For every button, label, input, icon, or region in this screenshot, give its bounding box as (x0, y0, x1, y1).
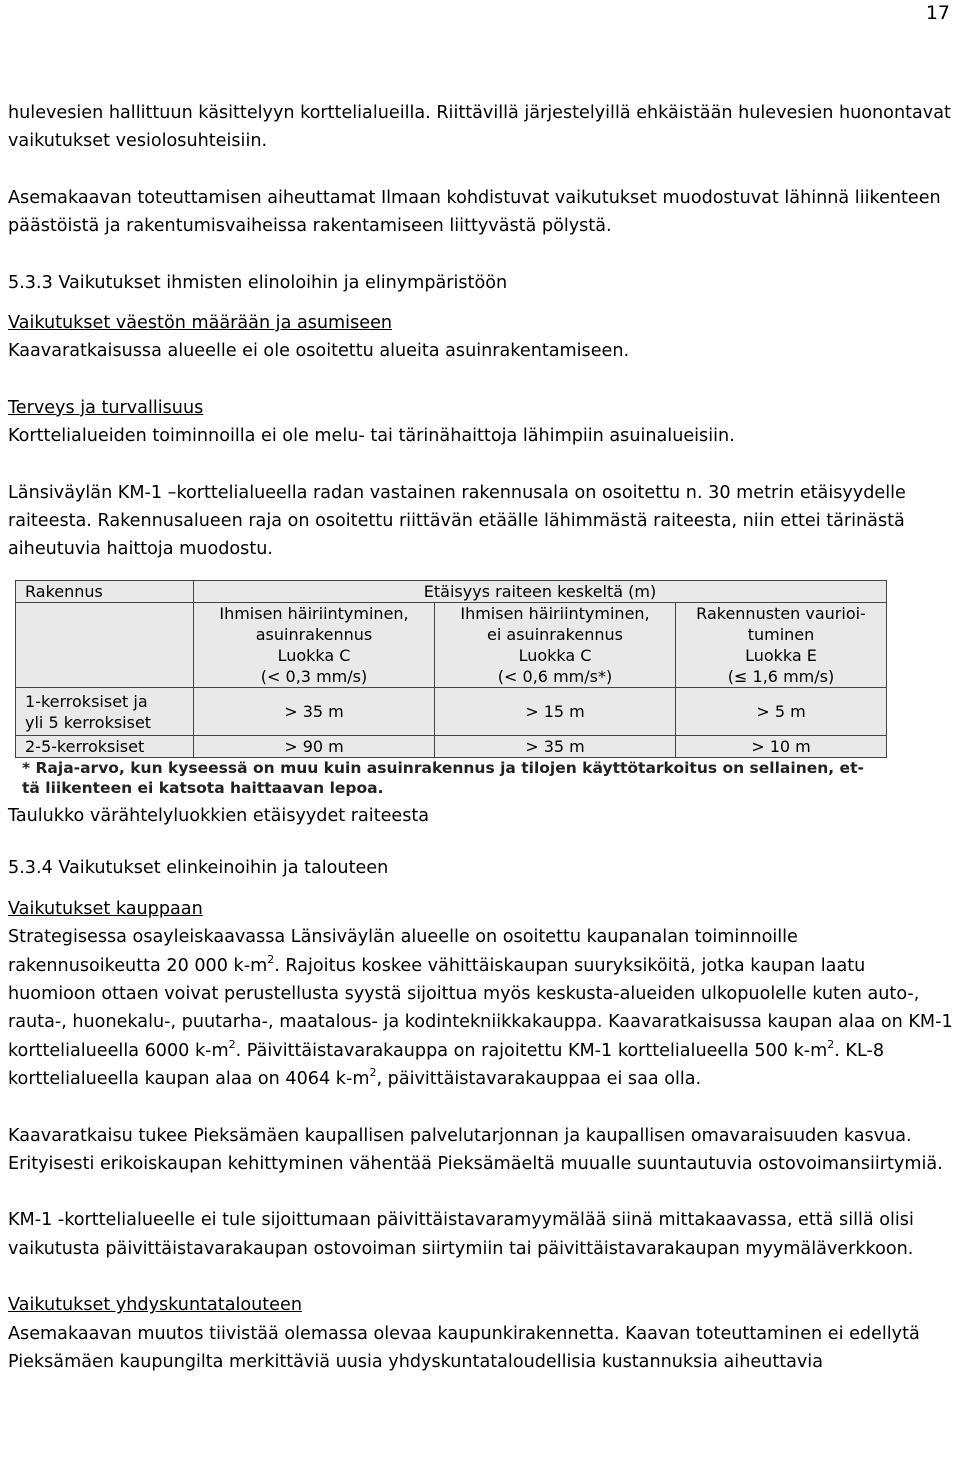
paragraph: Korttelialueiden toiminnoilla ei ole melu- tai tärinähaittoja lähimpiin asuinalueisiin. (8, 426, 735, 447)
table-group-header: Etäisyys raiteen keskeltä (m) (194, 580, 887, 602)
table-row-label: 1-kerroksiset ja yli 5 kerroksiset (16, 687, 194, 735)
table-cell: > 5 m (676, 687, 887, 735)
table-cell: > 15 m (435, 687, 676, 735)
table-caption: Taulukko värähtelyluokkien etäisyydet raiteesta (8, 805, 430, 826)
paragraph: hulevesien hallittuun käsittelyyn korttelialueilla. Riittävillä järjestelyillä ehkäistään hulevesien huonontavat vaikutukset vesiolosuhteisiin. (8, 103, 951, 152)
vibration-table (15, 580, 887, 758)
paragraph-retail: Strategisessa osayleiskaavassa Länsiväylän alueelle on osoitettu kaupanalan toiminnoille rakennusoikeutta 20 000 $k-m^2$. Rajoitus koskee vähittäiskaupan suuryksiköitä, jotka kaupan laatu huomioon ottaen voivat perustellusta syystä sijoittua myös keskusta-alueiden ulkopuolelle kuten auto-, rauta-, huonekalu-, puutarha-, maatalous- ja kodintekniikkakauppa. Kaavaratkaisussa kaupan alaa on KM-1 korttelialueella 6000 $k-m^2$. Päivittäistavarakauppa on rajoitettu KM-1 korttelialueella 500 $k-m^2$. KL-8 korttelialueella kaupan alaa on 4064 $k-m^2$, päivittäistavarakauppaa ei saa olla. (8, 927, 953, 1090)
table-row-label: 2-5-kerroksiset (16, 735, 194, 757)
paragraph: Asemakaavan muutos tiivistää olemassa olevaa kaupunkirakennetta. Kaavan toteuttaminen ei edellytä Pieksämäen kaupungilta merkittäviä uusia yhdyskuntataloudellisia kustannuksia aiheuttavia (8, 1323, 920, 1372)
page-number: 17 (925, 2, 950, 24)
subheading-population: Vaikutukset väestön määrään ja asumiseen (8, 313, 393, 334)
table-cell: > 35 m (194, 687, 435, 735)
paragraph: Kaavaratkaisu tukee Pieksämäen kaupallisen palvelutarjonnan ja kaupallisen omavaraisuuden kasvua. Erityisesti erikoiskaupan kehittyminen vähentää Pieksämäeltä muualle suuntautuvia ostovoimansiirtymiä. (8, 1125, 943, 1174)
paragraph: Kaavaratkaisussa alueelle ei ole osoitettu alueita asuinrakentamiseen. (8, 341, 630, 362)
table-row (16, 735, 887, 757)
section-heading-534: 5.3.4 Vaikutukset elinkeinoihin ja talouteen (8, 858, 389, 879)
table-header-rakennus: Rakennus (16, 580, 194, 602)
table-cell: > 90 m (194, 735, 435, 757)
subheading-retail: Vaikutukset kauppaan (8, 898, 203, 919)
table-row (16, 687, 887, 735)
table-header-col1: Ihmisen häiriintyminen, asuinrakennus Luokka C (< 0,3 mm/s) (194, 602, 435, 687)
table-header-col2: Ihmisen häiriintyminen, ei asuinrakennus Luokka C (< 0,6 mm/s*) (435, 602, 676, 687)
table-header-empty (16, 602, 194, 687)
subheading-health-safety: Terveys ja turvallisuus (8, 397, 204, 418)
paragraph: KM-1 -korttelialueelle ei tule sijoittumaan päivittäistavaramyymälää siinä mittakaavassa, että sillä olisi vaikutusta päivittäistavarakaupan ostovoiman siirtymiin tai päivittäistavarakaupan myymäläverkkoon. (8, 1210, 914, 1259)
page-body (8, 99, 953, 1376)
table-header-col3: Rakennusten vaurioi- tuminen Luokka E (≤ 1,6 mm/s) (676, 602, 887, 687)
table-footnote: * Raja-arvo, kun kyseessä on muu kuin asuinrakennus ja tilojen käyttötarkoitus on sellainen, et- tä liikenteen ei katsota haittaavan lepoa. (22, 758, 864, 797)
vibration-table-figure (8, 580, 888, 798)
table-cell: > 10 m (676, 735, 887, 757)
table-cell: > 35 m (435, 735, 676, 757)
paragraph: Asemakaavan toteuttamisen aiheuttamat Ilmaan kohdistuvat vaikutukset muodostuvat lähinnä liikenteen päästöistä ja rakentumisvaiheissa rakentamiseen liittyvästä pölystä. (8, 187, 941, 237)
subheading-municipal-economy: Vaikutukset yhdyskuntatalouteen (8, 1295, 302, 1316)
section-heading-533: 5.3.3 Vaikutukset ihmisten elinoloihin ja elinympäristöön (8, 272, 508, 293)
paragraph: Länsiväylän KM-1 –korttelialueella radan vastainen rakennusala on osoitettu n. 30 metrin etäisyydelle raiteesta. Rakennusalueen raja on osoitettu riittävän etäälle lähimmästä raiteesta, niin ettei tärinästä aiheutuvia haittoja muodostu. (8, 482, 906, 560)
